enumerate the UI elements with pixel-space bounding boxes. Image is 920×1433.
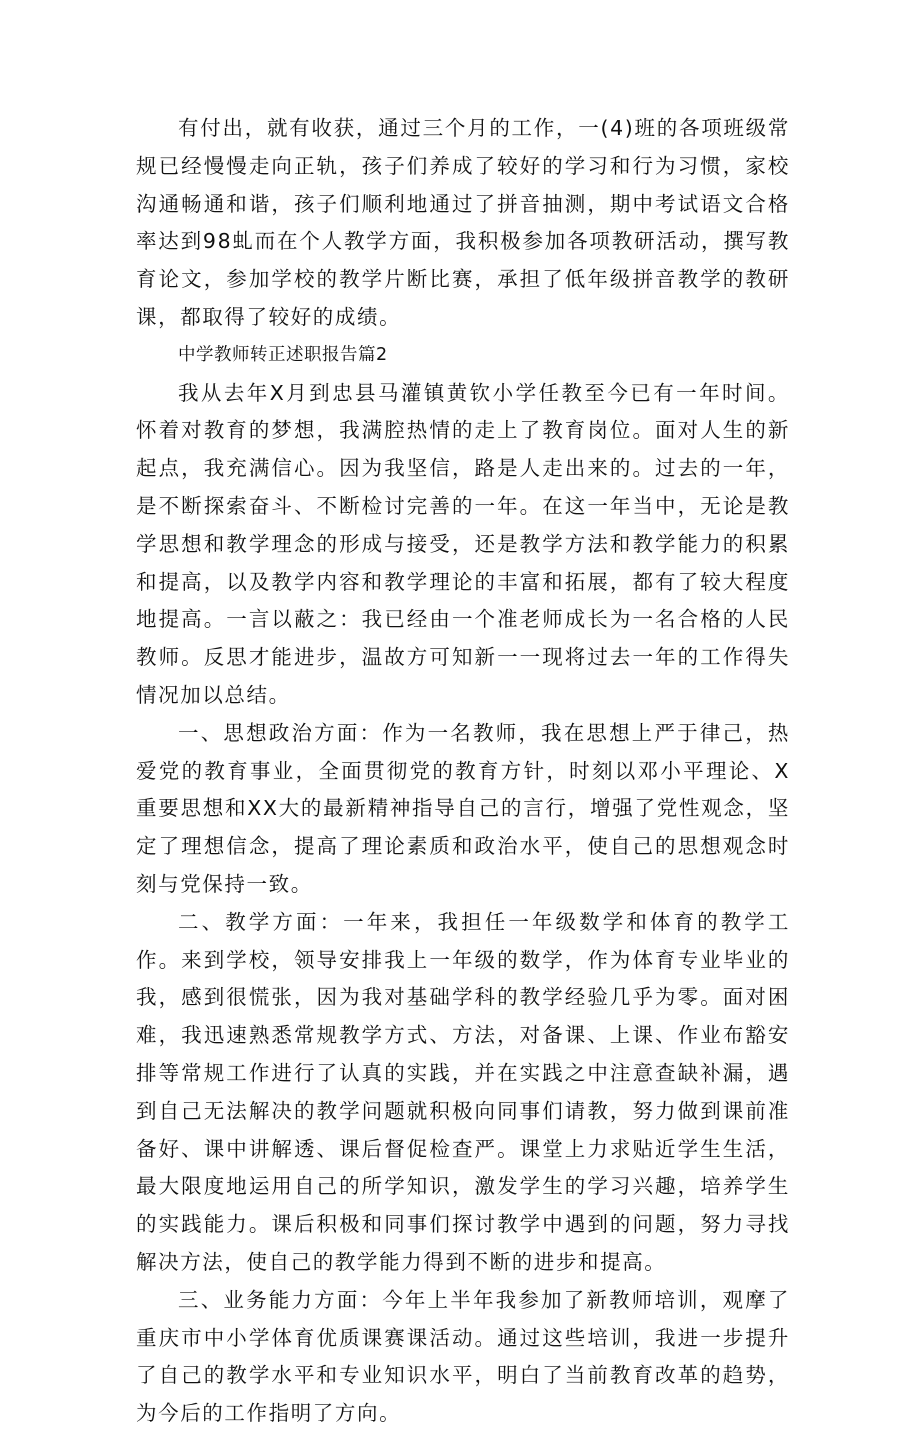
paragraph-professional: 三、业务能力方面：今年上半年我参加了新教师培训，观摩了重庆市中小学体育优质课赛课活动。通过这些培训，我进一步提升了自己的教学水平和专业知识水平，明白了当前教育改革的趋势，为今后的工作指明了方向。: [136, 1287, 790, 1426]
paragraph-intro: 我从去年X月到忠县马灌镇黄钦小学任教至今已有一年时间。怀着对教育的梦想，我满腔热情的走上了教育岗位。面对人生的新起点，我充满信心。因为我坚信，路是人走出来的。过去的一年，是不断探索奋斗、不断检讨完善的一年。在这一年当中，无论是教学思想和教学理念的形成与接受，还是教学方法和教学能力的积累和提高，以及教学内容和教学理论的丰富和拓展，都有了较大程度地提高。一言以蔽之：我已经由一个准老师成长为一名合格的人民教师。反思才能进步，温故方可知新一一现将过去一年的工作得失情况加以总结。: [136, 380, 790, 707]
paragraph-teaching: 二、教学方面：一年来，我担任一年级数学和体育的教学工作。来到学校，领导安排我上一年级的数学，作为体育专业毕业的我，感到很慌张，因为我对基础学科的教学经验几乎为零。面对困难，我迅速熟悉常规教学方式、方法，对备课、上课、作业布豁安排等常规工作进行了认真的实践，并在实践之中注意查缺补漏，遇到自己无法解决的教学问题就积极向同事们请教，努力做到课前准备好、课中讲解透、课后督促检查严。课堂上力求贴近学生生活，最大限度地运用自己的所学知识，激发学生的学习兴趣，培养学生的实践能力。课后积极和同事们探讨教学中遇到的问题，努力寻找解决方法，使自己的教学能力得到不断的进步和提高。: [136, 909, 790, 1274]
paragraph-results: 有付出，就有收获，通过三个月的工作，一(4)班的各项班级常规已经慢慢走向正轨，孩子们养成了较好的学习和行为习惯，家校沟通畅通和谐，孩子们顺利地通过了拼音抽测，期中考试语文合格率达到98虬而在个人教学方面，我积极参加各项教研活动，撰写教育论文，参加学校的教学片断比赛，承担了低年级拼音教学的教研课，都取得了较好的成绩。: [136, 116, 790, 329]
document-body: [136, 110, 790, 1433]
section-heading: 中学教师转正述职报告篇2: [178, 344, 388, 365]
paragraph-political: 一、思想政治方面：作为一名教师，我在思想上严于律己，热爱党的教育事业，全面贯彻党的教育方针，时刻以邓小平理论、X重要思想和XX大的最新精神指导自己的言行，增强了党性观念，坚定了理想信念，提高了理论素质和政治水平，使自己的思想观念时刻与党保持一致。: [136, 720, 790, 896]
